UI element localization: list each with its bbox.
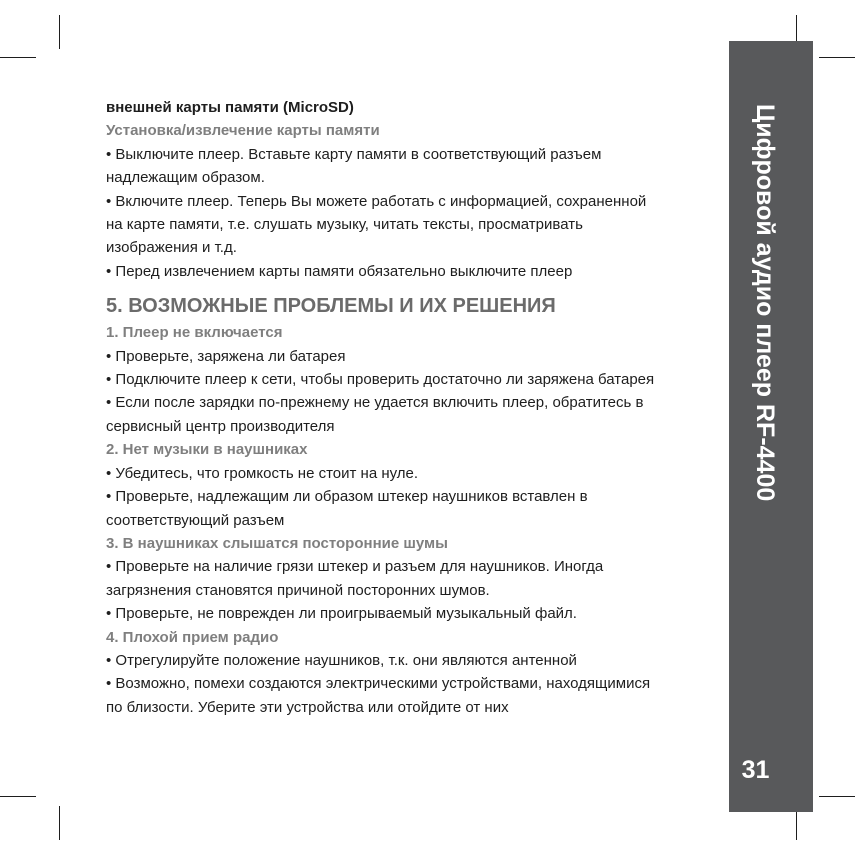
text-line: сервисный центр производителя bbox=[106, 417, 335, 435]
text-line: соответствующий разъем bbox=[106, 511, 285, 529]
crop-mark bbox=[59, 806, 60, 840]
text-line: надлежащим образом. bbox=[106, 169, 265, 187]
problem-title: 3. В наушниках слышатся посторонние шумы bbox=[106, 534, 448, 552]
text-line: • Подключите плеер к сети, чтобы проверить достаточно ли заряжена батарея bbox=[106, 371, 655, 389]
text-line: по близости. Уберите эти устройства или отойдите от них bbox=[106, 698, 509, 716]
page-number: 31 bbox=[741, 756, 770, 784]
text-line: • Перед извлечением карты памяти обязательно выключите плеер bbox=[106, 262, 573, 280]
text-line: • Проверьте, заряжена ли батарея bbox=[106, 347, 346, 365]
problem-title: 4. Плохой прием радио bbox=[106, 628, 279, 646]
text-line: • Убедитесь, что громкость не стоит на нуле. bbox=[106, 464, 419, 482]
sidebar-title: Цифровой аудио плеер RF-4400 bbox=[751, 104, 779, 502]
text-line: • Проверьте, надлежащим ли образом штекер наушников вставлен в bbox=[106, 488, 588, 506]
page-heading: внешней карты памяти (MicroSD) bbox=[106, 99, 354, 116]
text-line: • Если после зарядки по-прежнему не удается включить плеер, обратитесь в bbox=[106, 394, 644, 412]
crop-mark bbox=[59, 15, 60, 49]
text-line: • Отрегулируйте положение наушников, т.к. они являются антенной bbox=[106, 651, 577, 669]
text-line: • Включите плеер. Теперь Вы можете работать с информацией, сохраненной bbox=[106, 192, 647, 210]
subheading: Установка/извлечение карты памяти bbox=[106, 122, 380, 140]
text-line: изображения и т.д. bbox=[106, 239, 237, 257]
crop-mark bbox=[819, 796, 855, 797]
crop-mark bbox=[0, 796, 36, 797]
text-line: • Проверьте на наличие грязи штекер и разъем для наушников. Иногда bbox=[106, 558, 604, 576]
text-line: на карте памяти, т.е. слушать музыку, читать тексты, просматривать bbox=[106, 216, 583, 234]
section-title: 5. ВОЗМОЖНЫЕ ПРОБЛЕМЫ И ИХ РЕШЕНИЯ bbox=[106, 295, 556, 318]
problem-title: 1. Плеер не включается bbox=[106, 324, 283, 342]
text-line: загрязнения становятся причиной посторонних шумов. bbox=[106, 581, 490, 599]
page-content bbox=[106, 96, 706, 719]
text-line: • Возможно, помехи создаются электрическими устройствами, находящимися bbox=[106, 675, 651, 693]
text-line: • Выключите плеер. Вставьте карту памяти в соответствующий разъем bbox=[106, 145, 602, 163]
crop-mark bbox=[819, 57, 855, 58]
crop-mark bbox=[0, 57, 36, 58]
text-line: • Проверьте, не поврежден ли проигрываемый музыкальный файл. bbox=[106, 605, 577, 623]
problem-title: 2. Нет музыки в наушниках bbox=[106, 441, 308, 459]
